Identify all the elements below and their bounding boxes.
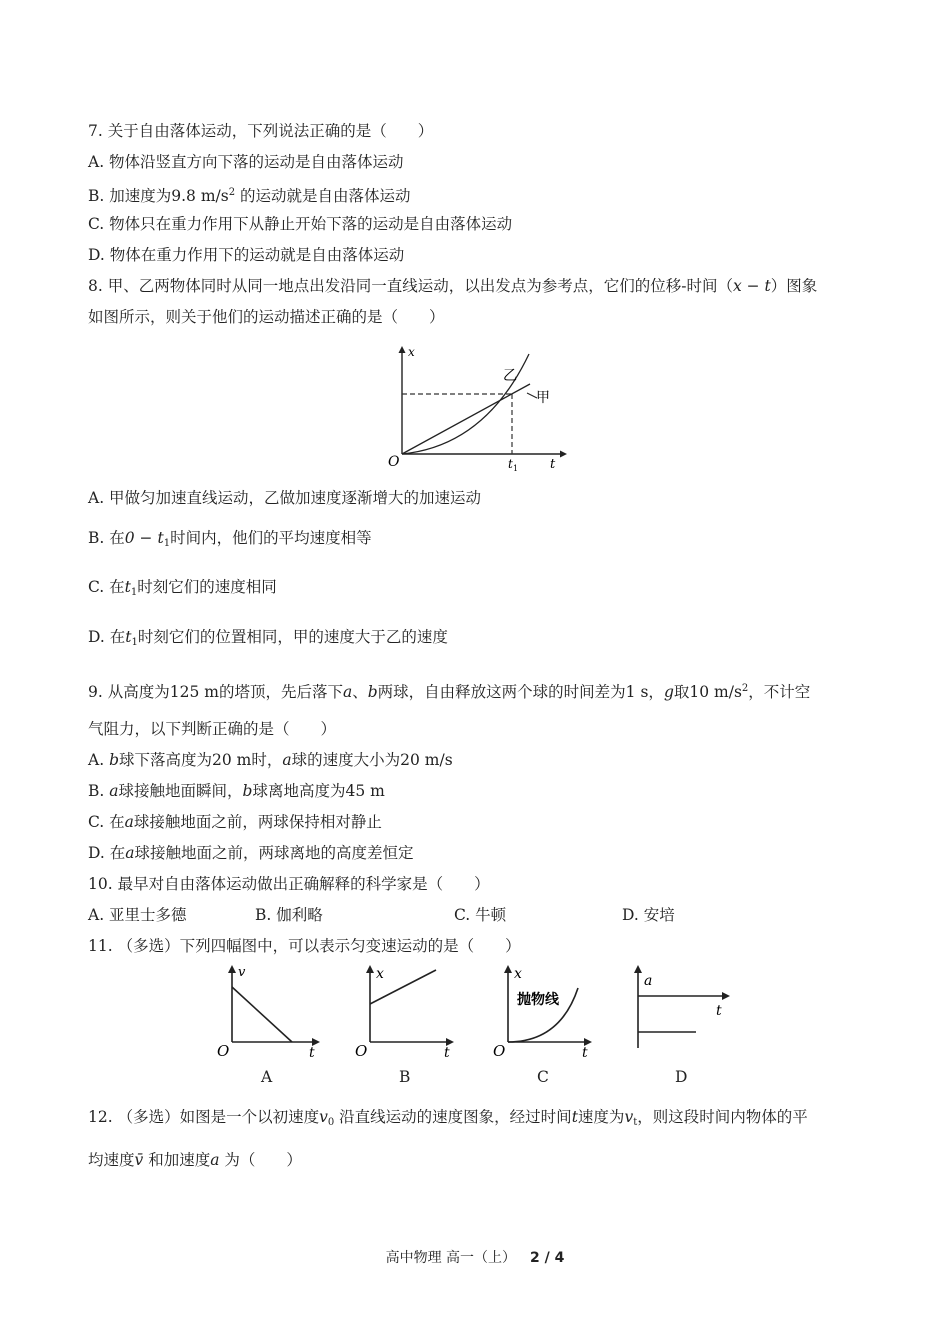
q11d-t-arrow <box>722 992 730 1000</box>
q8-t1-label: t <box>508 457 513 471</box>
q11c-origin: O <box>493 1042 506 1060</box>
q12-stem-line2: 均速度v̄ 和加速度a 为（ ） <box>88 1151 302 1169</box>
q11d-y-label: a <box>644 973 653 989</box>
q10-option-c: C. 牛顿 <box>454 906 507 924</box>
q11a-x-label: t <box>309 1045 315 1061</box>
q11-label-d: D <box>675 1068 688 1086</box>
q7-option-b: B. 加速度为9.8 $m/s^2$ 的运动就是自由落体运动 <box>88 187 411 205</box>
q11d-x-label: t <box>716 1003 722 1019</box>
q8-t1-sub: 1 <box>513 464 519 473</box>
q9-stem: 9. 从高度为125 m的塔顶，先后落下a、b两球，自由释放这两个球的时间差为1 s，g取10 $m/s^2$，不计空 <box>88 683 811 701</box>
q11a-origin: O <box>217 1042 230 1060</box>
q8-x-axis-label: t <box>550 457 556 472</box>
q11b-x-arrow <box>366 965 374 973</box>
q7-option-c: C. 物体只在重力作用下从静止开始下落的运动是自由落体运动 <box>88 215 513 233</box>
q11b-origin: O <box>355 1042 368 1060</box>
q8-option-a: A. 甲做匀加速直线运动，乙做加速度逐渐增大的加速运动 <box>88 489 482 507</box>
q11-label-b: B <box>399 1068 411 1086</box>
q12-stem: 12. （多选）如图是一个以初速度$v_0$ 沿直线运动的速度图象，经过时间t速度为$v_t$，则这段时间内物体的平 <box>88 1108 808 1128</box>
q8-label-yi: 乙 <box>503 368 517 384</box>
q11-graph-a <box>214 962 324 1062</box>
q8-option-d: D. 在$t_1$时刻它们的位置相同，甲的速度大于乙的速度 <box>88 628 448 648</box>
q9-option-c: C. 在a球接触地面之前，两球保持相对静止 <box>88 813 382 831</box>
q8-y-axis-label: x <box>408 345 415 359</box>
q9-option-a: A. b球下落高度为20 m时，a球的速度大小为20 m/s <box>88 751 453 769</box>
q11-graph-d <box>628 962 738 1062</box>
q10-option-a: A. 亚里士多德 <box>88 906 187 924</box>
q8-stem: 8. 甲、乙两物体同时从同一地点出发沿同一直线运动，以出发点为参考点，它们的位移-时间（x − t）图象 <box>88 277 818 295</box>
q7-option-d: D. 物体在重力作用下的运动就是自由落体运动 <box>88 246 405 264</box>
q11b-y-label: x <box>376 966 384 982</box>
q10-option-b: B. 伽利略 <box>255 906 323 924</box>
q11a-v-arrow <box>228 965 236 973</box>
q11-graph-c <box>490 962 600 1062</box>
q7-option-a: A. 物体沿竖直方向下落的运动是自由落体运动 <box>88 153 404 171</box>
q8-origin-label: O <box>388 454 400 470</box>
q7-stem: 7. 关于自由落体运动，下列说法正确的是（ ） <box>88 122 434 140</box>
q8-x-arrow <box>399 346 406 353</box>
q9-stem-line2: 气阻力，以下判断正确的是（ ） <box>88 720 337 738</box>
q11-stem: 11. （多选）下列四幅图中，可以表示匀变速运动的是（ ） <box>88 937 521 955</box>
q11c-y-label: x <box>514 966 522 982</box>
q11-label-a: A <box>261 1068 273 1086</box>
q11c-x-arrow <box>504 965 512 973</box>
q8-option-b: B. 在$0 - t_1$时间内，他们的平均速度相等 <box>88 529 372 549</box>
q10-option-d: D. 安培 <box>622 906 675 924</box>
page-footer <box>0 1247 950 1267</box>
q11a-line <box>232 987 292 1042</box>
q8-option-c: C. 在$t_1$时刻它们的速度相同 <box>88 578 277 598</box>
q8-t-arrow <box>560 451 567 458</box>
q10-stem: 10. 最早对自由落体运动做出正确解释的科学家是（ ） <box>88 875 490 893</box>
q11c-x-label: t <box>582 1045 588 1061</box>
q11a-y-label: v <box>238 965 246 980</box>
q11d-a-arrow <box>634 965 642 973</box>
q11-label-c: C <box>537 1068 549 1086</box>
q9-option-d: D. 在a球接触地面之前，两球离地的高度差恒定 <box>88 844 414 862</box>
q8-stem-line2: 如图所示，则关于他们的运动描述正确的是（ ） <box>88 308 445 326</box>
q11-graph-b <box>352 962 462 1062</box>
footer-title: 高中物理 高一（上） <box>385 1250 517 1266</box>
q11b-x-label: t <box>444 1045 450 1061</box>
page-number: 2 / 4 <box>530 1250 565 1266</box>
q9-option-b: B. a球接触地面瞬间，b球离地高度为45 m <box>88 782 385 800</box>
q8-label-jia: 甲 <box>536 390 550 406</box>
q11c-note: 抛物线 <box>517 992 559 1008</box>
q8-xt-graph <box>385 342 570 474</box>
